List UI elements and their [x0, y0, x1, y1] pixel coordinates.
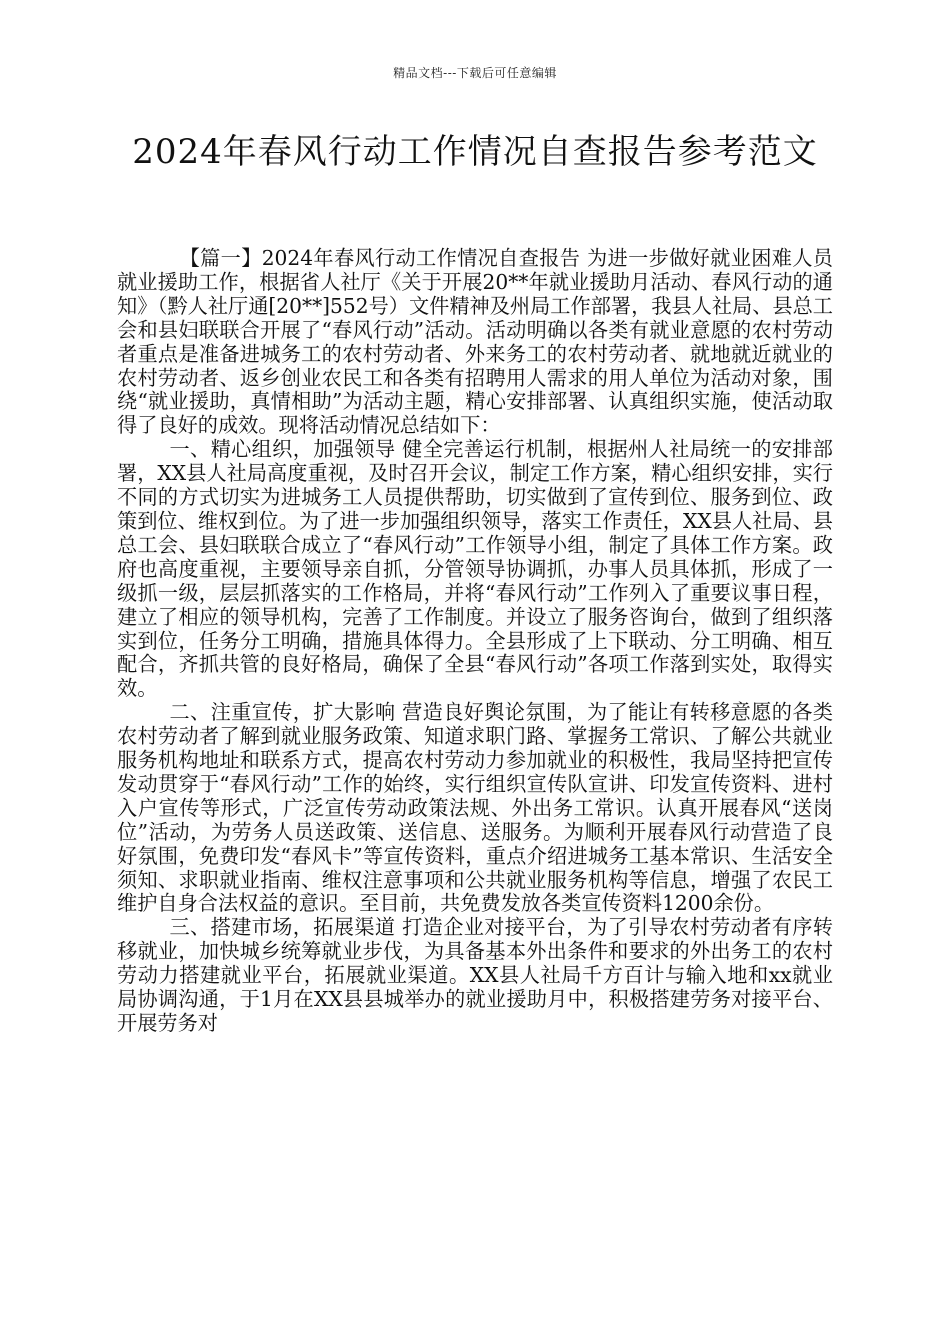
document-body [117, 247, 833, 1036]
paragraph-section-1: 一、精心组织，加强领导 健全完善运行机制，根据州人社局统一的安排部署，XX县人社局高度重视，及时召开会议，制定工作方案，精心组织安排，实行不同的方式切实为进城务工人员提供帮助，切实做到了宣传到位、服务到位、政策到位、维权到位。为了进一步加强组织领导，落实工作责任，XX县人社局、县总工会、县妇联联合成立了“春风行动”工作领导小组，制定了具体工作方案。政府也高度重视，主要领导亲自抓，分管领导协调抓，办事人员具体抓，形成了一级抓一级，层层抓落实的工作格局，并将“春风行动”工作列入了重要议事日程，建立了相应的领导机构，完善了工作制度。并设立了服务咨询台，做到了组织落实到位，任务分工明确，措施具体得力。全县形成了上下联动、分工明确、相互配合，齐抓共管的良好格局，确保了全县“春风行动”各项工作落到实处，取得实效。 [117, 437, 833, 701]
paragraph-section-2: 二、注重宣传，扩大影响 营造良好舆论氛围，为了能让有转移意愿的各类农村劳动者了解到就业服务政策、知道求职门路、掌握务工常识、了解公共就业服务机构地址和联系方式，提高农村劳动力参加就业的积极性，我局坚持把宣传发动贯穿于“春风行动”工作的始终，实行组织宣传队宣讲、印发宣传资料、进村入户宣传等形式，广泛宣传劳动政策法规、外出务工常识。认真开展春风“送岗位”活动，为劳务人员送政策、送信息、送服务。为顺利开展春风行动营造了良好氛围，免费印发“春风卡”等宣传资料，重点介绍进城务工基本常识、生活安全须知、求职就业指南、维权注意事项和公共就业服务机构等信息，增强了农民工维护自身合法权益的意识。至目前，共免费发放各类宣传资料1200余份。 [117, 700, 833, 916]
document-title: 2024年春风行动工作情况自查报告参考范文 [132, 132, 818, 172]
paragraph-section-3: 三、搭建市场，拓展渠道 打造企业对接平台，为了引导农村劳动者有序转移就业，加快城乡统筹就业步伐，为具备基本外出条件和要求的外出务工的农村劳动力搭建就业平台，拓展就业渠道。XX县人社局千方百计与输入地和xx就业局协调沟通，于1月在XX县县城举办的就业援助月中，积极搭建劳务对接平台、开展劳务对 [117, 915, 833, 1035]
header-note: 精品文档---下载后可任意编辑 [393, 66, 557, 80]
paragraph-intro: 【篇一】2024年春风行动工作情况自查报告 为进一步做好就业困难人员就业援助工作，根据省人社厅《关于开展20**年就业援助月活动、春风行动的通知》（黔人社厅通[20**]552号）文件精神及州局工作部署，我县人社局、县总工会和县妇联联合开展了“春风行动”活动。活动明确以各类有就业意愿的农村劳动者重点是准备进城务工的农村劳动者、外来务工的农村劳动者、就地就近就业的农村劳动者、返乡创业农民工和各类有招聘用人需求的用人单位为活动对象，围绕“就业援助，真情相助”为活动主题，精心安排部署、认真组织实施，使活动取得了良好的成效。现将活动情况总结如下： [117, 246, 833, 438]
